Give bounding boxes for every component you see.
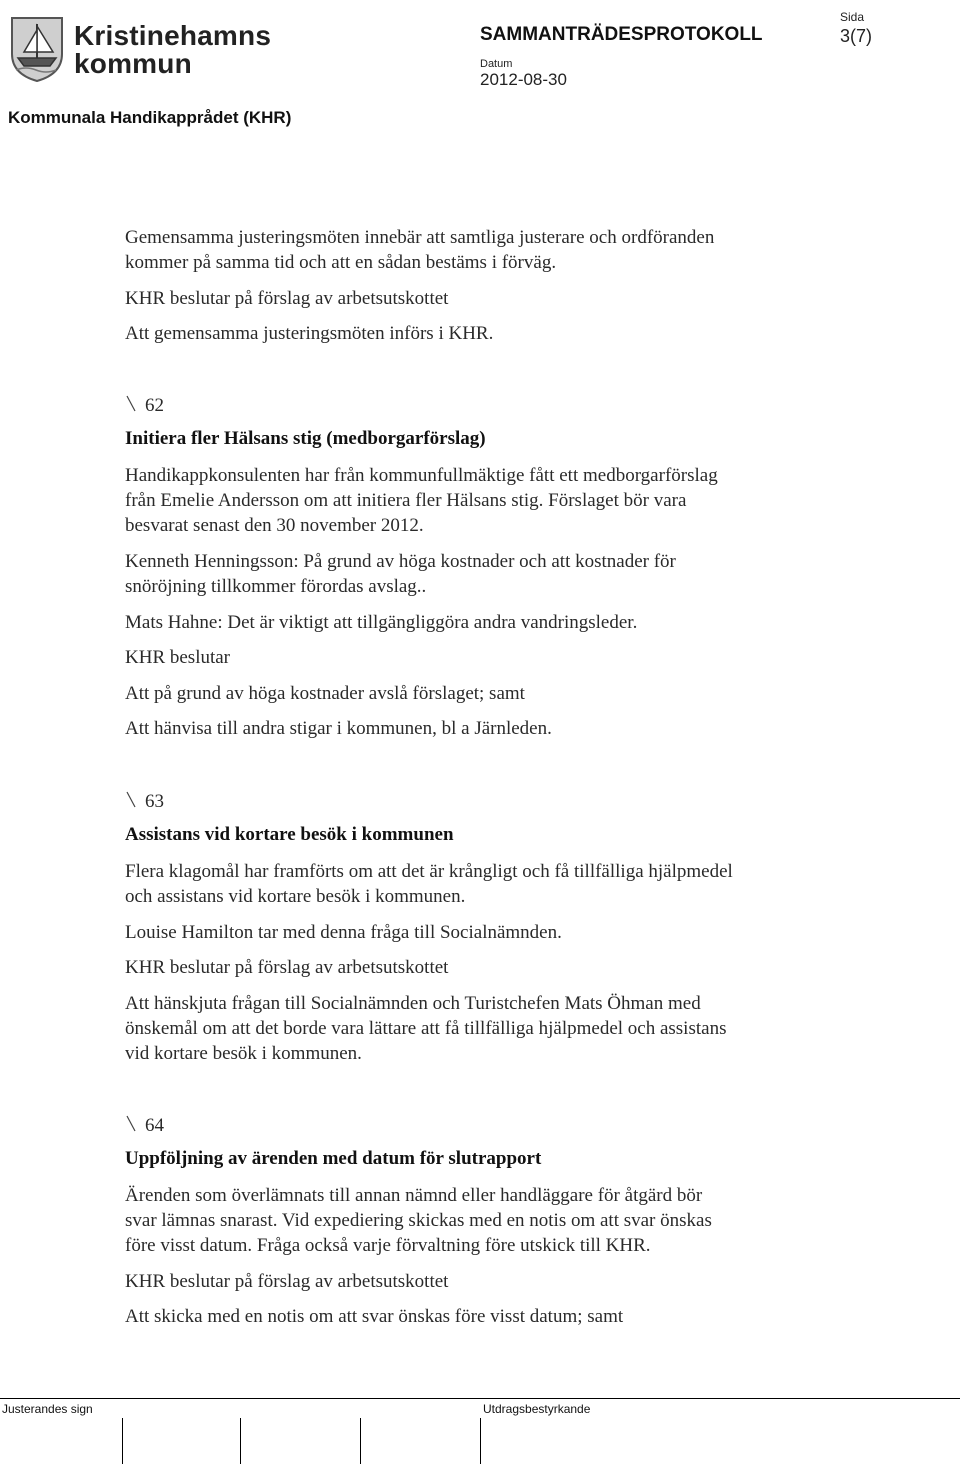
page-number: 3(7) (840, 26, 873, 46)
intro-decision: Att gemensamma justeringsmöten införs i KHR. (125, 323, 494, 344)
intro-paragraph: Gemensamma justeringsmöten innebär att samtliga justerare och ordföranden kommer på samma tid och att en sådan bestäms i förväg. (125, 227, 715, 273)
section-62-decision-1: Att på grund av höga kostnader avslå förslaget; samt (125, 683, 525, 704)
municipal-crest-logo (8, 14, 66, 84)
section-62-decision-2: Att hänvisa till andra stigar i kommunen, bl a Järnleden. (125, 718, 552, 739)
signature-box-divider (122, 1418, 123, 1464)
signature-label: Justerandes sign (2, 1402, 93, 1416)
section-64-number: 64 (125, 1113, 164, 1137)
section-64-decision-intro: KHR beslutar på förslag av arbetsutskottet (125, 1271, 449, 1292)
section-62-paragraph: Handikappkonsulenten har från kommunfullmäktige fått ett medborgarförslag från Emelie Andersson om att initiera fler Hälsans stig. Förslaget bör vara besvarat senast den 30 november 2012. (125, 465, 718, 536)
section-62-title: Initiera fler Hälsans stig (medborgarförslag) (125, 428, 486, 449)
section-62-statement-2: Mats Hahne: Det är viktigt att tillgängliggöra andra vandringsleder. (125, 612, 638, 633)
meeting-date: 2012-08-30 (480, 70, 567, 89)
section-63-decision: Att hänskjuta frågan till Socialnämnden och Turistchefen Mats Öhman med önskemål om att det borde vara lättare att få tillfälliga hjälpmedel och assistans vid kortare besök i kommunen. (125, 993, 727, 1064)
committee-name: Kommunala Handikapprådet (KHR) (8, 108, 292, 127)
section-64-decision: Att skicka med en notis om att svar önskas före visst datum; samt (125, 1306, 624, 1327)
certification-label: Utdragsbestyrkande (483, 1402, 591, 1416)
section-64-title: Uppföljning av ärenden med datum för slutrapport (125, 1148, 542, 1169)
intro-decision-intro: KHR beslutar på förslag av arbetsutskottet (125, 288, 449, 309)
section-63-paragraph: Flera klagomål har framförts om att det är krångligt och få tillfälliga hjälpmedel och assistans vid kortare besök i kommunen. (125, 861, 733, 907)
section-64-paragraph: Ärenden som överlämnats till annan nämnd eller handläggare för åtgärd bör svar lämnas snarast. Vid expediering skickas med en notis om att svar önskas före visst datum. Fråga också varje förvaltning före utskick till KHR. (125, 1185, 712, 1256)
section-63-title: Assistans vid kortare besök i kommunen (125, 824, 454, 845)
document-type-title: SAMMANTRÄDESPROTOKOLL (480, 24, 763, 45)
date-label: Datum (480, 58, 513, 70)
section-62-decision-intro: KHR beslutar (125, 647, 231, 668)
section-63-number: 63 (125, 789, 164, 813)
paragraph-section-icon (125, 789, 139, 811)
signature-box-divider (240, 1418, 241, 1464)
signature-box-divider (360, 1418, 361, 1464)
footer-divider (0, 1398, 960, 1399)
signature-box-divider (480, 1418, 481, 1464)
paragraph-section-icon (125, 393, 139, 415)
municipality-logo-text: Kristinehamns kommun (74, 20, 272, 79)
section-63-decision-intro: KHR beslutar på förslag av arbetsutskottet (125, 957, 449, 978)
section-62-statement-1: Kenneth Henningsson: På grund av höga kostnader och att kostnader för snöröjning tillkommer förordas avslag.. (125, 551, 676, 597)
section-63-statement: Louise Hamilton tar med denna fråga till Socialnämnden. (125, 922, 562, 943)
paragraph-section-icon (125, 1113, 139, 1135)
section-62-number: 62 (125, 393, 164, 417)
page-label: Sida (840, 10, 865, 24)
